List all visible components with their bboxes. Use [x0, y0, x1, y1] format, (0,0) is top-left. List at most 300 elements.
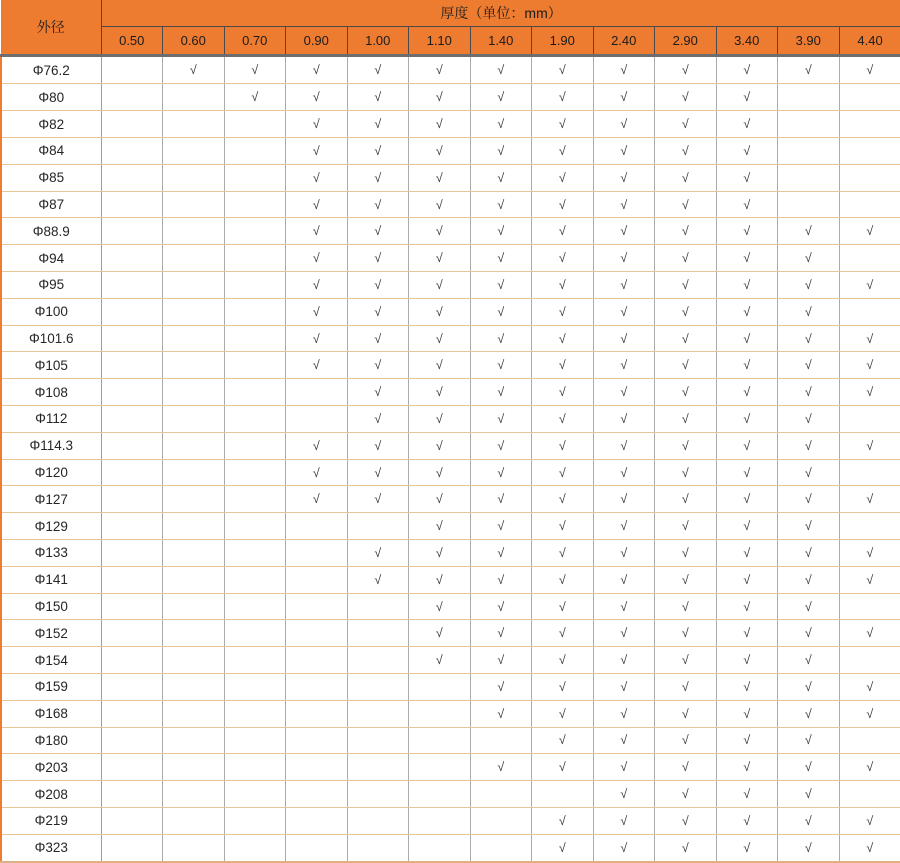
check-cell: √ [593, 647, 655, 674]
empty-cell [409, 781, 471, 808]
check-cell: √ [655, 807, 717, 834]
col-header-thickness: 1.10 [409, 27, 471, 56]
check-cell: √ [470, 540, 532, 567]
empty-cell [286, 406, 348, 433]
table-row [1, 540, 900, 567]
check-cell: √ [778, 459, 840, 486]
check-cell: √ [532, 674, 594, 701]
table-row [1, 164, 900, 191]
empty-cell [286, 647, 348, 674]
row-label-diameter: Φ159 [1, 674, 101, 701]
check-cell: √ [347, 325, 409, 352]
empty-cell [839, 406, 900, 433]
empty-cell [286, 754, 348, 781]
row-label-diameter: Φ76.2 [1, 56, 101, 84]
check-cell: √ [532, 540, 594, 567]
check-cell: √ [778, 807, 840, 834]
check-cell: √ [532, 138, 594, 165]
check-cell: √ [470, 272, 532, 299]
empty-cell [224, 647, 286, 674]
check-cell: √ [532, 834, 594, 862]
check-cell: √ [655, 379, 717, 406]
check-cell: √ [655, 834, 717, 862]
check-cell: √ [655, 674, 717, 701]
check-cell: √ [716, 647, 778, 674]
empty-cell [163, 245, 225, 272]
empty-cell [224, 164, 286, 191]
check-cell: √ [409, 56, 471, 84]
table-row [1, 191, 900, 218]
check-cell: √ [470, 352, 532, 379]
check-cell: √ [347, 164, 409, 191]
empty-cell [163, 807, 225, 834]
empty-cell [101, 834, 163, 862]
table-row [1, 352, 900, 379]
header-row-title [1, 0, 900, 27]
header-row-thickness-values [1, 27, 900, 56]
check-cell: √ [593, 245, 655, 272]
row-label-diameter: Φ105 [1, 352, 101, 379]
check-cell: √ [655, 138, 717, 165]
check-cell: √ [655, 272, 717, 299]
table-row [1, 754, 900, 781]
empty-cell [163, 325, 225, 352]
empty-cell [101, 191, 163, 218]
empty-cell [839, 727, 900, 754]
check-cell: √ [532, 459, 594, 486]
check-cell: √ [778, 513, 840, 540]
empty-cell [163, 754, 225, 781]
check-cell: √ [593, 56, 655, 84]
empty-cell [839, 191, 900, 218]
empty-cell [839, 138, 900, 165]
row-label-diameter: Φ127 [1, 486, 101, 513]
empty-cell [101, 245, 163, 272]
empty-cell [839, 84, 900, 111]
empty-cell [778, 138, 840, 165]
check-cell: √ [470, 379, 532, 406]
empty-cell [101, 352, 163, 379]
empty-cell [224, 352, 286, 379]
check-cell: √ [778, 218, 840, 245]
check-cell: √ [593, 513, 655, 540]
check-cell: √ [839, 352, 900, 379]
empty-cell [839, 459, 900, 486]
empty-cell [347, 807, 409, 834]
check-cell: √ [470, 754, 532, 781]
check-cell: √ [286, 111, 348, 138]
check-cell: √ [716, 754, 778, 781]
col-header-thickness: 1.40 [470, 27, 532, 56]
check-cell: √ [655, 620, 717, 647]
check-cell: √ [716, 566, 778, 593]
empty-cell [839, 298, 900, 325]
empty-cell [286, 540, 348, 567]
col-header-thickness: 0.70 [224, 27, 286, 56]
check-cell: √ [655, 191, 717, 218]
check-cell: √ [778, 379, 840, 406]
check-cell: √ [716, 406, 778, 433]
empty-cell [101, 218, 163, 245]
check-cell: √ [655, 513, 717, 540]
empty-cell [224, 700, 286, 727]
table-row [1, 84, 900, 111]
row-label-diameter: Φ95 [1, 272, 101, 299]
check-cell: √ [470, 218, 532, 245]
check-cell: √ [409, 566, 471, 593]
check-cell: √ [286, 298, 348, 325]
empty-cell [224, 754, 286, 781]
table-row [1, 513, 900, 540]
empty-cell [163, 566, 225, 593]
empty-cell [778, 84, 840, 111]
check-cell: √ [163, 56, 225, 84]
check-cell: √ [839, 620, 900, 647]
empty-cell [101, 513, 163, 540]
check-cell: √ [839, 486, 900, 513]
row-label-diameter: Φ101.6 [1, 325, 101, 352]
check-cell: √ [532, 566, 594, 593]
empty-cell [286, 566, 348, 593]
empty-cell [224, 593, 286, 620]
check-cell: √ [470, 245, 532, 272]
empty-cell [286, 781, 348, 808]
check-cell: √ [655, 566, 717, 593]
check-cell: √ [470, 566, 532, 593]
check-cell: √ [532, 593, 594, 620]
check-cell: √ [532, 379, 594, 406]
row-label-diameter: Φ219 [1, 807, 101, 834]
check-cell: √ [224, 56, 286, 84]
empty-cell [101, 540, 163, 567]
table-row [1, 674, 900, 701]
row-label-diameter: Φ80 [1, 84, 101, 111]
check-cell: √ [347, 566, 409, 593]
empty-cell [470, 807, 532, 834]
empty-cell [224, 272, 286, 299]
check-cell: √ [839, 807, 900, 834]
check-cell: √ [655, 593, 717, 620]
empty-cell [101, 727, 163, 754]
check-cell: √ [655, 298, 717, 325]
check-cell: √ [532, 111, 594, 138]
check-cell: √ [593, 325, 655, 352]
empty-cell [101, 298, 163, 325]
empty-cell [224, 834, 286, 862]
check-cell: √ [839, 834, 900, 862]
check-cell: √ [532, 272, 594, 299]
empty-cell [409, 674, 471, 701]
row-label-diameter: Φ85 [1, 164, 101, 191]
empty-cell [163, 191, 225, 218]
check-cell: √ [655, 245, 717, 272]
check-cell: √ [286, 432, 348, 459]
empty-cell [163, 352, 225, 379]
check-cell: √ [778, 272, 840, 299]
empty-cell [224, 138, 286, 165]
empty-cell [224, 379, 286, 406]
row-label-diameter: Φ152 [1, 620, 101, 647]
empty-cell [101, 807, 163, 834]
check-cell: √ [655, 727, 717, 754]
table-row [1, 807, 900, 834]
row-label-diameter: Φ141 [1, 566, 101, 593]
check-cell: √ [593, 807, 655, 834]
table-row [1, 406, 900, 433]
check-cell: √ [532, 245, 594, 272]
check-cell: √ [470, 298, 532, 325]
empty-cell [224, 781, 286, 808]
check-cell: √ [470, 56, 532, 84]
check-cell: √ [716, 620, 778, 647]
check-cell: √ [655, 56, 717, 84]
check-cell: √ [470, 164, 532, 191]
row-label-diameter: Φ87 [1, 191, 101, 218]
col-header-thickness: 4.40 [839, 27, 900, 56]
table-row [1, 647, 900, 674]
check-cell: √ [470, 432, 532, 459]
empty-cell [286, 727, 348, 754]
row-label-diameter: Φ180 [1, 727, 101, 754]
empty-cell [224, 218, 286, 245]
check-cell: √ [593, 164, 655, 191]
check-cell: √ [409, 406, 471, 433]
empty-cell [101, 593, 163, 620]
table-row [1, 459, 900, 486]
row-label-diameter: Φ203 [1, 754, 101, 781]
check-cell: √ [532, 406, 594, 433]
empty-cell [163, 593, 225, 620]
empty-cell [839, 513, 900, 540]
check-cell: √ [593, 593, 655, 620]
empty-cell [409, 754, 471, 781]
table-row [1, 138, 900, 165]
empty-cell [286, 513, 348, 540]
empty-cell [224, 298, 286, 325]
empty-cell [224, 325, 286, 352]
check-cell: √ [593, 352, 655, 379]
row-label-diameter: Φ208 [1, 781, 101, 808]
empty-cell [409, 807, 471, 834]
check-cell: √ [593, 111, 655, 138]
check-cell: √ [716, 540, 778, 567]
check-cell: √ [778, 245, 840, 272]
empty-cell [347, 674, 409, 701]
table-body [1, 56, 900, 863]
empty-cell [224, 432, 286, 459]
table-row [1, 620, 900, 647]
check-cell: √ [286, 218, 348, 245]
empty-cell [347, 593, 409, 620]
check-cell: √ [347, 272, 409, 299]
empty-cell [163, 486, 225, 513]
check-cell: √ [286, 486, 348, 513]
check-cell: √ [593, 218, 655, 245]
empty-cell [286, 834, 348, 862]
row-label-diameter: Φ120 [1, 459, 101, 486]
check-cell: √ [716, 298, 778, 325]
empty-cell [101, 620, 163, 647]
empty-cell [347, 620, 409, 647]
col-header-thickness: 1.00 [347, 27, 409, 56]
check-cell: √ [778, 540, 840, 567]
check-cell: √ [716, 593, 778, 620]
empty-cell [163, 700, 225, 727]
check-cell: √ [655, 486, 717, 513]
table-row [1, 486, 900, 513]
empty-cell [163, 379, 225, 406]
check-cell: √ [532, 700, 594, 727]
empty-cell [101, 781, 163, 808]
empty-cell [286, 379, 348, 406]
check-cell: √ [655, 325, 717, 352]
check-cell: √ [347, 111, 409, 138]
table-header [1, 0, 900, 56]
empty-cell [101, 754, 163, 781]
row-label-diameter: Φ82 [1, 111, 101, 138]
check-cell: √ [593, 566, 655, 593]
empty-cell [347, 834, 409, 862]
empty-cell [101, 111, 163, 138]
check-cell: √ [593, 540, 655, 567]
check-cell: √ [778, 406, 840, 433]
check-cell: √ [716, 352, 778, 379]
check-cell: √ [593, 834, 655, 862]
check-cell: √ [286, 84, 348, 111]
check-cell: √ [716, 781, 778, 808]
table-row [1, 379, 900, 406]
check-cell: √ [470, 191, 532, 218]
col-header-thickness: 3.40 [716, 27, 778, 56]
row-label-diameter: Φ88.9 [1, 218, 101, 245]
check-cell: √ [470, 593, 532, 620]
empty-cell [778, 111, 840, 138]
table-row [1, 298, 900, 325]
check-cell: √ [470, 486, 532, 513]
check-cell: √ [839, 566, 900, 593]
empty-cell [224, 566, 286, 593]
check-cell: √ [593, 406, 655, 433]
row-label-diameter: Φ108 [1, 379, 101, 406]
check-cell: √ [655, 647, 717, 674]
empty-cell [163, 84, 225, 111]
check-cell: √ [716, 245, 778, 272]
check-cell: √ [839, 754, 900, 781]
check-cell: √ [409, 84, 471, 111]
empty-cell [224, 245, 286, 272]
empty-cell [224, 111, 286, 138]
empty-cell [163, 513, 225, 540]
check-cell: √ [409, 459, 471, 486]
empty-cell [101, 674, 163, 701]
check-cell: √ [839, 272, 900, 299]
empty-cell [224, 191, 286, 218]
check-cell: √ [593, 674, 655, 701]
check-cell: √ [532, 432, 594, 459]
check-cell: √ [593, 620, 655, 647]
check-cell: √ [655, 540, 717, 567]
check-cell: √ [347, 459, 409, 486]
empty-cell [163, 218, 225, 245]
check-cell: √ [286, 56, 348, 84]
check-cell: √ [716, 84, 778, 111]
check-cell: √ [778, 700, 840, 727]
row-label-diameter: Φ112 [1, 406, 101, 433]
empty-cell [163, 781, 225, 808]
check-cell: √ [286, 459, 348, 486]
empty-cell [163, 111, 225, 138]
check-cell: √ [655, 218, 717, 245]
thickness-title: 厚度（单位：mm） [101, 0, 900, 27]
check-cell: √ [347, 379, 409, 406]
empty-cell [839, 781, 900, 808]
check-cell: √ [347, 406, 409, 433]
empty-cell [163, 620, 225, 647]
check-cell: √ [532, 513, 594, 540]
empty-cell [286, 620, 348, 647]
check-cell: √ [532, 807, 594, 834]
check-cell: √ [532, 164, 594, 191]
empty-cell [101, 406, 163, 433]
check-cell: √ [347, 540, 409, 567]
col-header-thickness: 1.90 [532, 27, 594, 56]
empty-cell [101, 459, 163, 486]
check-cell: √ [347, 486, 409, 513]
check-cell: √ [347, 352, 409, 379]
check-cell: √ [716, 325, 778, 352]
empty-cell [101, 700, 163, 727]
empty-cell [224, 807, 286, 834]
check-cell: √ [532, 325, 594, 352]
col-header-thickness: 0.60 [163, 27, 225, 56]
empty-cell [163, 727, 225, 754]
check-cell: √ [224, 84, 286, 111]
empty-cell [163, 164, 225, 191]
col-header-thickness: 2.90 [655, 27, 717, 56]
check-cell: √ [716, 807, 778, 834]
check-cell: √ [778, 566, 840, 593]
check-cell: √ [839, 379, 900, 406]
empty-cell [839, 593, 900, 620]
check-cell: √ [839, 700, 900, 727]
check-cell: √ [655, 111, 717, 138]
table-row [1, 111, 900, 138]
empty-cell [101, 84, 163, 111]
empty-cell [347, 647, 409, 674]
check-cell: √ [409, 245, 471, 272]
check-cell: √ [839, 325, 900, 352]
check-cell: √ [347, 56, 409, 84]
check-cell: √ [716, 727, 778, 754]
check-cell: √ [532, 647, 594, 674]
check-cell: √ [593, 191, 655, 218]
check-cell: √ [593, 84, 655, 111]
check-cell: √ [532, 352, 594, 379]
check-cell: √ [593, 379, 655, 406]
check-cell: √ [778, 56, 840, 84]
check-cell: √ [778, 727, 840, 754]
check-cell: √ [470, 513, 532, 540]
empty-cell [163, 298, 225, 325]
check-cell: √ [778, 432, 840, 459]
check-cell: √ [347, 245, 409, 272]
check-cell: √ [778, 674, 840, 701]
check-cell: √ [286, 164, 348, 191]
check-cell: √ [716, 191, 778, 218]
check-cell: √ [470, 647, 532, 674]
empty-cell [347, 700, 409, 727]
empty-cell [347, 727, 409, 754]
